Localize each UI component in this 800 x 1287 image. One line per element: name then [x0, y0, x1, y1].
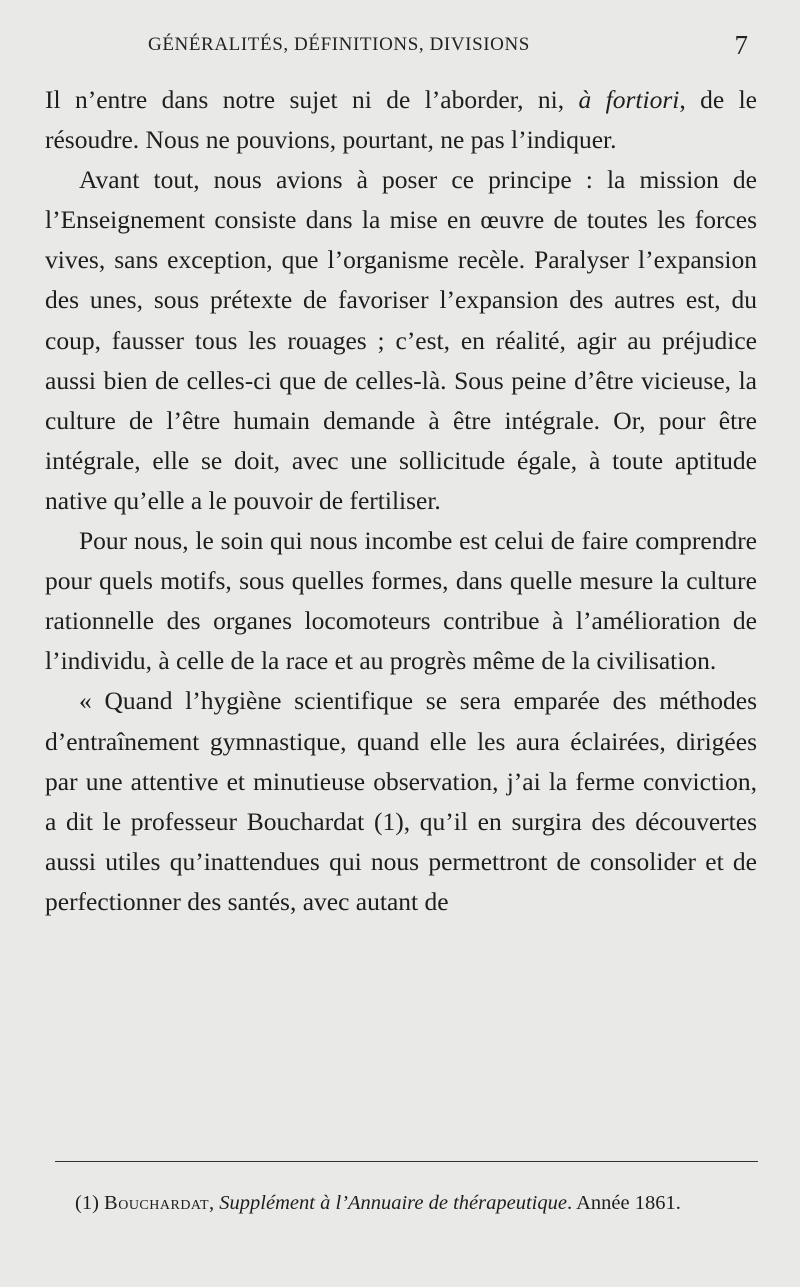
footnote	[55, 1187, 758, 1219]
body-text	[45, 80, 757, 922]
paragraph-4: « Quand l’hygiène scientifique se sera emparée des méthodes d’entraînement gymnastique, quand elle les aura éclairées, dirigées par une attentive et minutieuse observation, j’ai la ferme conviction, a dit le professeur Bouchardat (1), qu’il en surgira des découvertes aussi utiles qu’inattendues qui nous permettront de consolider et de perfectionner des santés, avec autant de	[45, 686, 757, 916]
paragraph-1-italic: à fortiori	[578, 85, 680, 114]
footnote-author: Bouchardat	[104, 1192, 210, 1214]
paragraph-1-after: , de le résoudre. Nous ne pouvions, pourtant, ne pas l’indiquer.	[45, 85, 757, 155]
footnote-text	[55, 1187, 758, 1219]
paragraph-2: Avant tout, nous avions à poser ce principe : la mission de l’Enseignement consiste dans la mise en œuvre de toutes les forces vives, sans exception, que l’organisme recèle. Paralyser l’expansion des unes, sous prétexte de favoriser l’expansion des autres est, du coup, fausser tous les rouages ; c’est, en réalité, agir au préjudice aussi bien de celles-ci que de celles-là. Sous peine d’être vicieuse, la culture de l’être humain demande à être intégrale. Or, pour être intégrale, elle se doit, avec une sollicitude égale, à toute aptitude native qu’elle a le pouvoir de fertiliser.	[45, 165, 757, 515]
paragraph-1-before: Il n’entre dans notre sujet ni de l’aborder, ni,	[45, 85, 579, 114]
footnote-marker: (1)	[75, 1192, 105, 1214]
running-title: GÉNÉRALITÉS, DÉFINITIONS, DIVISIONS	[148, 34, 530, 55]
footnote-separator: ,	[209, 1192, 220, 1214]
page-number: 7	[734, 30, 748, 60]
page-header	[148, 30, 758, 64]
footnote-work: Supplément à l’Annuaire de thérapeutique	[219, 1192, 567, 1214]
paragraph-3: Pour nous, le soin qui nous incombe est celui de faire comprendre pour quels motifs, sous quelles formes, dans quelle mesure la culture rationnelle des organes locomoteurs contribue à l’amélioration de l’individu, à celle de la race et au progrès même de la civilisation.	[45, 526, 757, 676]
paragraph-1	[45, 80, 757, 160]
footnote-rule	[55, 1161, 758, 1162]
footnote-rest: . Année 1861.	[566, 1192, 681, 1214]
